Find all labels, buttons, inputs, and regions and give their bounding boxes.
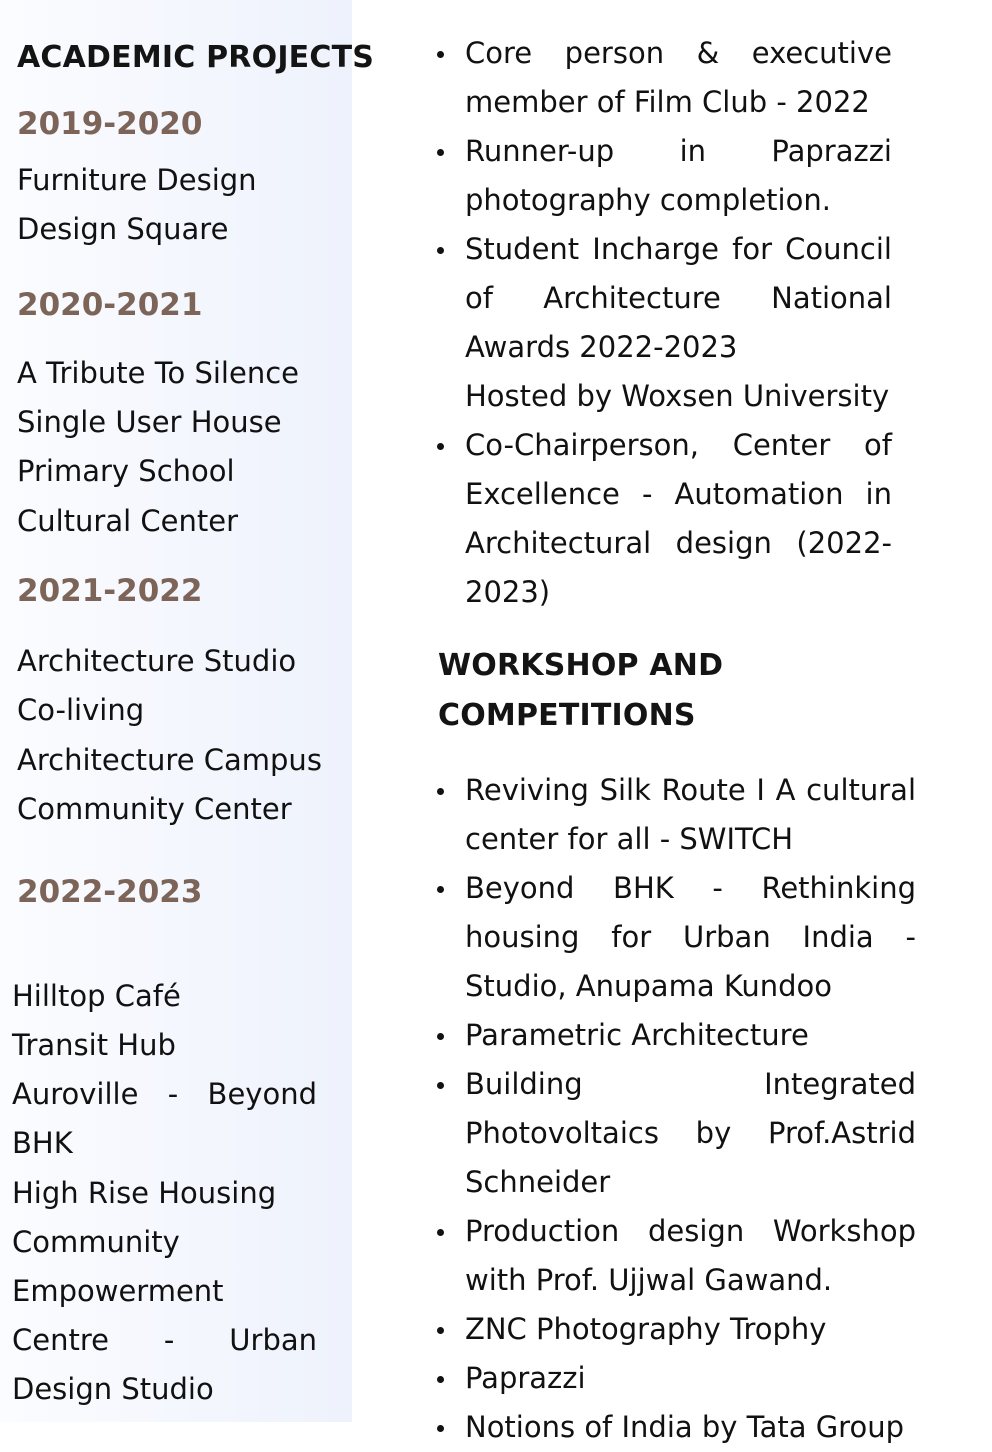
workshop-item: Beyond BHK - Rethinking housing for Urban India - Studio, Anupama Kundoo: [437, 864, 916, 1011]
project-item: Auroville - Beyond BHK: [12, 1077, 317, 1160]
workshops-heading-line1: WORKSHOP AND: [438, 648, 724, 683]
year-heading: 2020-2021: [17, 287, 203, 323]
workshops-list: [437, 766, 916, 1452]
project-item: Design Square: [17, 212, 229, 246]
academic-projects-heading: ACADEMIC PROJECTS: [17, 40, 375, 75]
project-item: Single User House: [17, 405, 282, 439]
activity-item: Core person & executive member of Film Club - 2022: [437, 29, 892, 127]
project-item: Transit Hub: [12, 1028, 176, 1062]
workshop-item: Reviving Silk Route I A cultural center for all - SWITCH: [437, 766, 916, 864]
workshops-heading-line2: COMPETITIONS: [438, 698, 696, 733]
workshop-item: Notions of India by Tata Group: [437, 1403, 916, 1452]
hosted-note: Hosted by Woxsen University: [465, 379, 890, 413]
project-item: Architecture Studio: [17, 644, 297, 678]
year-heading: 2021-2022: [17, 573, 203, 609]
activities-list: [437, 29, 892, 617]
workshop-item: Parametric Architecture: [437, 1011, 916, 1060]
activity-item: Runner-up in Paprazzi photography completion.: [437, 127, 892, 225]
workshop-item: Production design Workshop with Prof. Ujjwal Gawand.: [437, 1207, 916, 1305]
project-item: Furniture Design: [17, 163, 257, 197]
workshop-item: Paprazzi: [437, 1354, 916, 1403]
project-item: Primary School: [17, 454, 235, 488]
project-item: Cultural Center: [17, 504, 239, 538]
workshop-item: ZNC Photography Trophy: [437, 1305, 916, 1354]
year-heading: 2022-2023: [17, 874, 203, 910]
project-item: Architecture Campus: [17, 743, 322, 777]
project-item: Community Center: [17, 792, 292, 826]
workshop-item: Building Integrated Photovoltaics by Prof.Astrid Schneider: [437, 1060, 916, 1207]
project-item: Community Empowerment Centre - Urban Design Studio: [12, 1225, 317, 1406]
project-item: Hilltop Café: [12, 979, 181, 1013]
project-item: A Tribute To Silence: [17, 356, 299, 390]
project-item: High Rise Housing: [12, 1176, 277, 1210]
project-item: Co-living: [17, 693, 145, 727]
year-heading: 2019-2020: [17, 106, 203, 142]
activity-item: Co-Chairperson, Center of Excellence - Automation in Architectural design (2022-2023): [437, 421, 892, 617]
activity-item: Student Incharge for Council of Architecture National Awards 2022-2023 Hosted by Woxsen University: [437, 225, 892, 421]
